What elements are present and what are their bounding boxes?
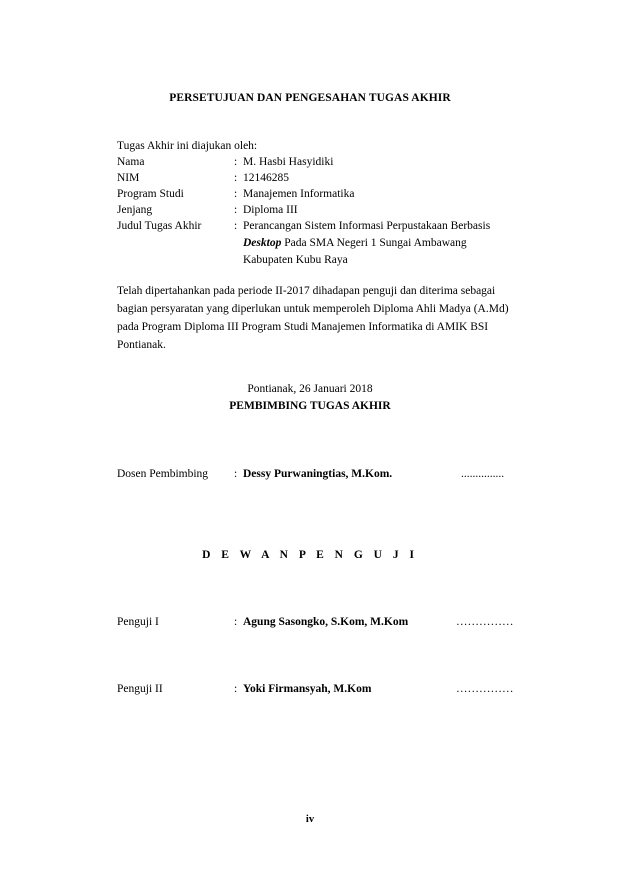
field-value-judul-line2 xyxy=(243,235,467,252)
field-label-nama: Nama xyxy=(117,156,145,168)
judul-italic-word: Desktop xyxy=(243,237,282,249)
field-label-program-studi: Program Studi xyxy=(117,188,184,200)
field-value-judul: Perancangan Sistem Informasi Perpustakaan Berbasis xyxy=(243,220,491,232)
field-label-judul: Judul Tugas Akhir xyxy=(117,220,202,232)
penguji-1-signature-line: …………… xyxy=(456,616,514,628)
field-colon: : xyxy=(234,220,238,232)
penguji-1-label: Penguji I xyxy=(117,616,159,628)
pembimbing-heading: PEMBIMBING TUGAS AKHIR xyxy=(229,400,391,412)
field-value-jenjang: Diploma III xyxy=(243,204,298,216)
field-colon: : xyxy=(234,156,238,168)
intro-text: Tugas Akhir ini diajukan oleh: xyxy=(117,140,258,152)
field-label-jenjang: Jenjang xyxy=(117,204,153,216)
field-colon: : xyxy=(234,683,238,695)
penguji-2-label: Penguji II xyxy=(117,683,163,695)
dosen-name: Dessy Purwaningtias, M.Kom. xyxy=(243,468,393,480)
field-value-program-studi: Manajemen Informatika xyxy=(243,188,355,200)
dewan-penguji-heading: D E W A N P E N G U J I xyxy=(202,549,418,561)
field-colon: : xyxy=(234,616,238,628)
field-label-nim: NIM xyxy=(117,172,140,184)
approval-paragraph: Telah dipertahankan pada periode II-2017 dihadapan penguji dan diterima sebagai bagian persyaratan yang diperlukan untuk memperoleh Diploma Ahli Madya (A.Md) pada Program Diploma III Program Studi Manajemen Informatika di AMIK BSI Pontianak. xyxy=(117,285,509,351)
document-title: PERSETUJUAN DAN PENGESAHAN TUGAS AKHIR xyxy=(169,92,451,104)
penguji-1-name: Agung Sasongko, S.Kom, M.Kom xyxy=(243,616,409,628)
field-value-nim: 12146285 xyxy=(243,172,289,184)
dosen-signature-line: ............... xyxy=(461,468,505,480)
field-colon: : xyxy=(234,204,238,216)
penguji-2-signature-line: …………… xyxy=(456,683,514,695)
field-colon: : xyxy=(234,468,238,480)
page-number: iv xyxy=(305,814,315,825)
place-date: Pontianak, 26 Januari 2018 xyxy=(247,383,373,395)
field-colon: : xyxy=(234,172,238,184)
dosen-label: Dosen Pembimbing xyxy=(117,468,209,480)
field-value-judul-line3: Kabupaten Kubu Raya xyxy=(243,254,348,266)
judul-line2-rest: Pada SMA Negeri 1 Sungai Ambawang xyxy=(281,237,467,249)
field-colon: : xyxy=(234,188,238,200)
penguji-2-name: Yoki Firmansyah, M.Kom xyxy=(243,683,372,695)
field-value-nama: M. Hasbi Hasyidiki xyxy=(243,156,334,168)
